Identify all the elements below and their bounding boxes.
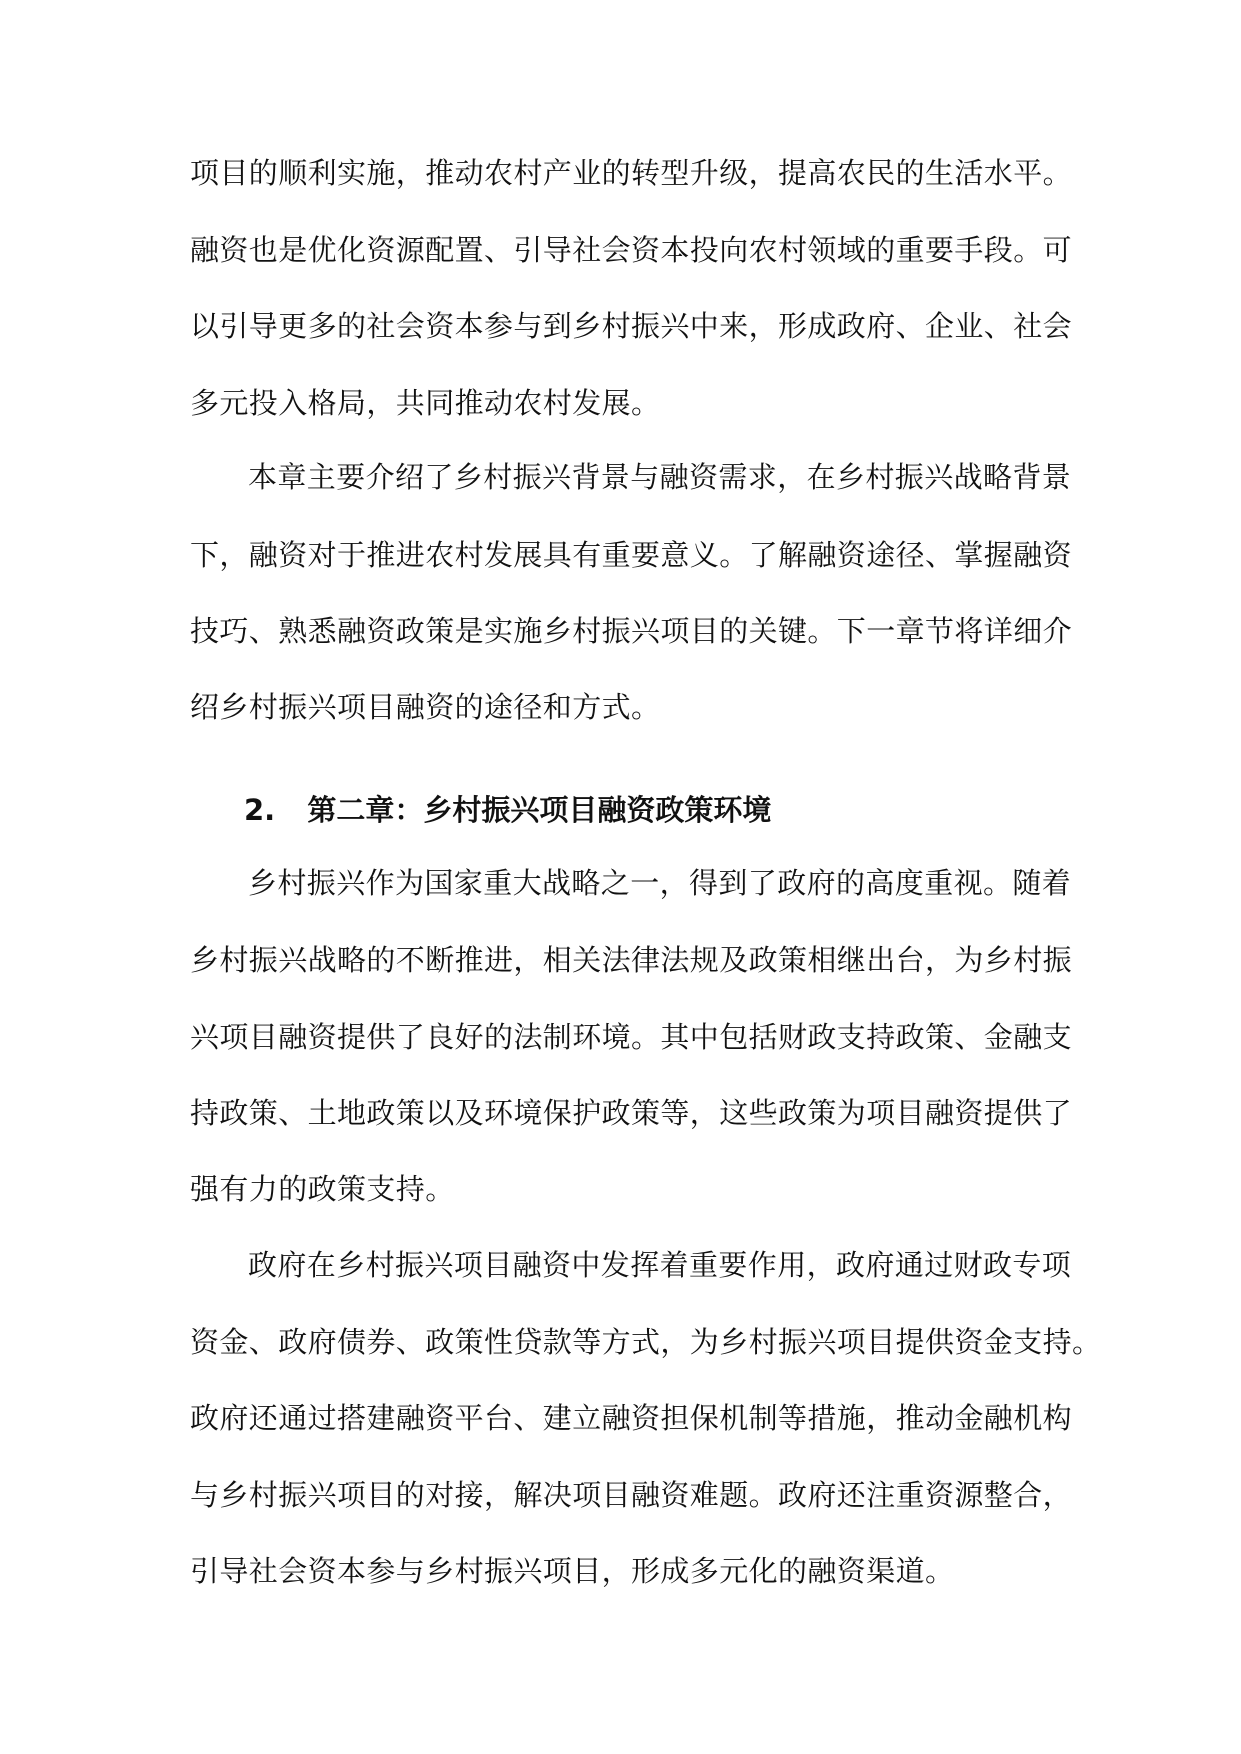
paragraph-1-line-3: 以引导更多的社会资本参与到乡村振兴中来，形成政府、企业、社会 [190, 309, 1073, 343]
chapter-title: 第二章：乡村振兴项目融资政策环境 [307, 793, 772, 827]
paragraph-2-line-2: 下，融资对于推进农村发展具有重要意义。了解融资途径、掌握融资 [190, 538, 1073, 572]
paragraph-1-line-2: 融资也是优化资源配置、引导社会资本投向农村领域的重要手段。可 [190, 233, 1073, 267]
paragraph-4-line-2: 资金、政府债券、政策性贷款等方式，为乡村振兴项目提供资金支持。 [190, 1325, 1102, 1359]
paragraph-2-line-4: 绍乡村振兴项目融资的途径和方式。 [190, 690, 661, 724]
paragraph-4-line-1: 政府在乡村振兴项目融资中发挥着重要作用，政府通过财政专项 [248, 1248, 1072, 1282]
paragraph-1-line-4: 多元投入格局，共同推动农村发展。 [190, 386, 661, 420]
paragraph-3-line-3: 兴项目融资提供了良好的法制环境。其中包括财政支持政策、金融支 [190, 1020, 1073, 1054]
paragraph-3-line-2: 乡村振兴战略的不断推进，相关法律法规及政策相继出台，为乡村振 [190, 943, 1073, 977]
paragraph-4-line-4: 与乡村振兴项目的对接，解决项目融资难题。政府还注重资源整合， [190, 1478, 1073, 1512]
paragraph-3-line-4: 持政策、土地政策以及环境保护政策等，这些政策为项目融资提供了 [190, 1096, 1073, 1130]
paragraph-2-line-1: 本章主要介绍了乡村振兴背景与融资需求，在乡村振兴战略背景 [248, 460, 1072, 494]
paragraph-2-line-3: 技巧、熟悉融资政策是实施乡村振兴项目的关键。下一章节将详细介 [190, 614, 1073, 648]
paragraph-3-line-5: 强有力的政策支持。 [190, 1172, 455, 1206]
paragraph-3-line-1: 乡村振兴作为国家重大战略之一，得到了政府的高度重视。随着 [248, 866, 1072, 900]
chapter-number: 2. [244, 793, 276, 827]
chapter-heading [244, 790, 771, 830]
paragraph-1-line-1: 项目的顺利实施，推动农村产业的转型升级，提高农民的生活水平。 [190, 156, 1073, 190]
paragraph-4-line-5: 引导社会资本参与乡村振兴项目，形成多元化的融资渠道。 [190, 1554, 955, 1588]
paragraph-4-line-3: 政府还通过搭建融资平台、建立融资担保机制等措施，推动金融机构 [190, 1401, 1073, 1435]
